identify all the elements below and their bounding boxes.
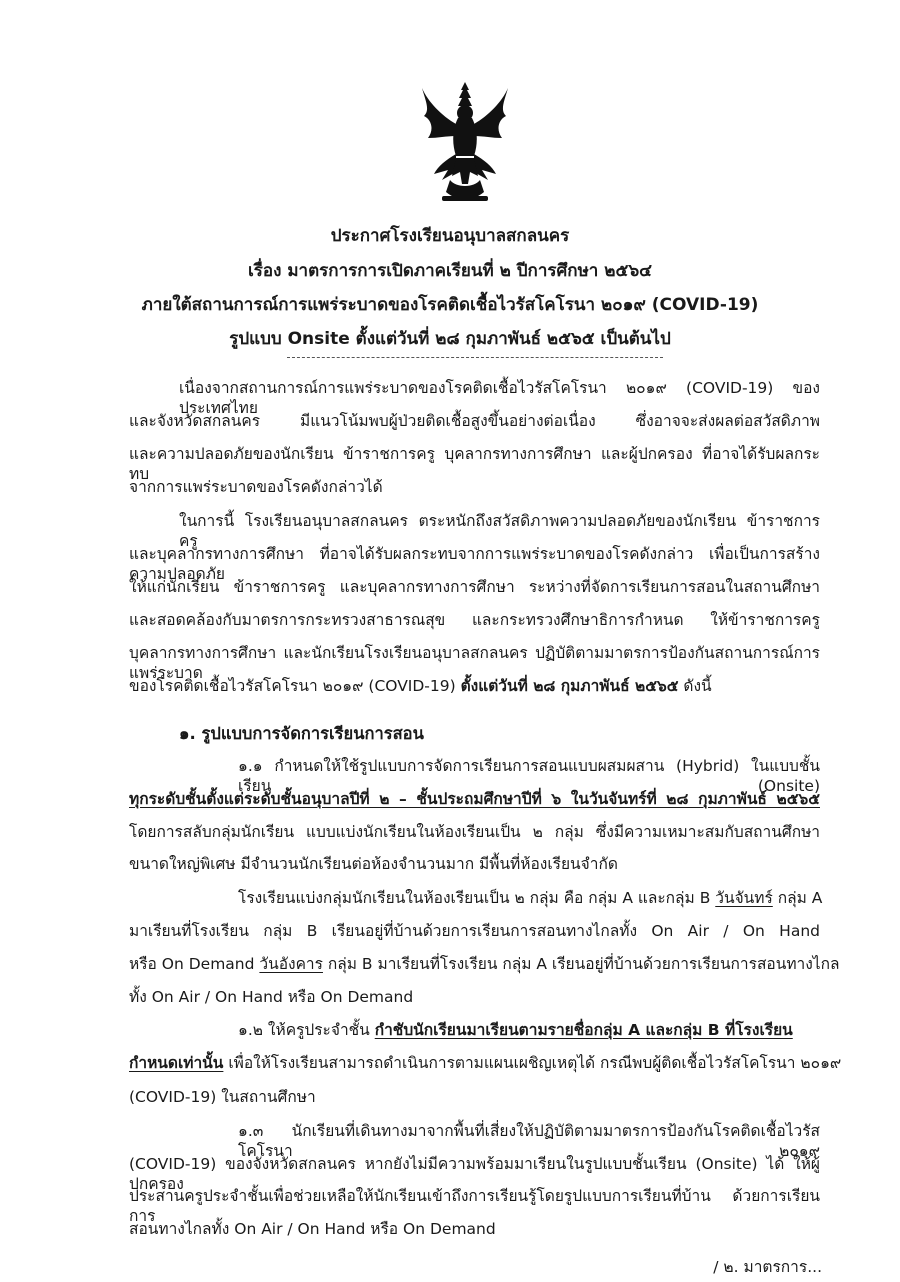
groups-line3-end: กลุ่ม B มาเรียนที่โรงเรียน กลุ่ม A เรียนอยู่ที่บ้านด้วยการเรียนการสอนทางไกล bbox=[322, 954, 840, 973]
para2-line6-text: ของโรคติดเชื้อไวรัสโคโรนา ๒๐๑๙ (COVID-19) bbox=[129, 676, 461, 695]
groups-line2: มาเรียนที่โรงเรียน กลุ่ม B เรียนอยู่ที่บ้านด้วยการเรียนการสอนทางไกลทั้ง On Air / On Hand bbox=[129, 922, 820, 940]
groups-line4: ทั้ง On Air / On Hand หรือ On Demand bbox=[129, 987, 414, 1006]
para2-line4: และสอดคล้องกับมาตรการกระทรวงสาธารณสุข และกระทรวงศึกษาธิการกำหนด ให้ข้าราชการครู bbox=[129, 611, 820, 630]
para1-line1: เนื่องจากสถานการณ์การแพร่ระบาดของโรคติดเชื้อไวรัสโคโรนา ๒๐๑๙ (COVID-19) ของประเทศไทย bbox=[179, 378, 820, 417]
para1-line4: จากการแพร่ระบาดของโรคดังกล่าวได้ bbox=[129, 478, 383, 497]
para2-line5: บุคลากรทางการศึกษา และนักเรียนโรงเรียนอนุบาลสกลนคร ปฏิบัติตามมาตรการป้องกันสถานการณ์การแพร่ระบาด bbox=[129, 644, 820, 683]
item13-line3: ประสานครูประจำชั้นเพื่อช่วยเหลือให้นักเรียนเข้าถึงการเรียนรู้โดยรูปแบบการเรียนที่บ้าน ด้วยการเรียนการ bbox=[129, 1187, 820, 1226]
item11-line2: ทุกระดับชั้นตั้งแต่ระดับชั้นอนุบาลปีที่ ๒ – ชั้นประถมศึกษาปีที่ ๖ ในวันจันทร์ที่ ๒๘ กุมภาพันธ์ ๒๕๖๕ bbox=[129, 789, 820, 808]
item12-line1-text: ๑.๒ ให้ครูประจำชั้น bbox=[238, 1021, 375, 1040]
item12-line1 bbox=[238, 1020, 793, 1040]
item11-line4: ขนาดใหญ่พิเศษ มีจำนวนนักเรียนต่อห้องจำนวนมาก มีพื้นที่ห้องเรียนจำกัด bbox=[129, 855, 618, 874]
item13-line2: (COVID-19) ของจังหวัดสกลนคร หากยังไม่มีความพร้อมมาเรียนในรูปแบบชั้นเรียน (Onsite) ได้ ให้ผู้ปกครอง bbox=[129, 1154, 820, 1193]
item12-line3: (COVID-19) ในสถานศึกษา bbox=[129, 1087, 316, 1106]
section1-title: ๑. รูปแบบการจัดการเรียนการสอน bbox=[179, 724, 424, 744]
monday-label: วันจันทร์ bbox=[715, 889, 773, 908]
garuda-emblem-icon bbox=[412, 80, 518, 206]
divider bbox=[287, 357, 663, 358]
item13-line4: สอนทางไกลทั้ง On Air / On Hand หรือ On Demand bbox=[129, 1220, 496, 1239]
item12-line2-text: เพื่อให้โรงเรียนสามารถดำเนินการตามแผนเผชิญเหตุได้ กรณีพบผู้ติดเชื้อไวรัสโคโรนา ๒๐๑๙ bbox=[223, 1054, 842, 1073]
item11-line3: โดยการสลับกลุ่มนักเรียน แบบแบ่งนักเรียนในห้องเรียนเป็น ๒ กลุ่ม ซึ่งมีความเหมาะสมกับสถานศึกษา bbox=[129, 822, 820, 841]
announcement-title: ประกาศโรงเรียนอนุบาลสกลนคร bbox=[330, 226, 570, 246]
groups-line1-text: โรงเรียนแบ่งกลุ่มนักเรียนในห้องเรียนเป็น ๒ กลุ่ม คือ กลุ่ม A และกลุ่ม B bbox=[238, 889, 716, 908]
effective-date: ตั้งแต่วันที่ ๒๘ กุมภาพันธ์ ๒๕๖๕ bbox=[460, 676, 679, 695]
para2-line1: ในการนี้ โรงเรียนอนุบาลสกลนคร ตระหนักถึงสวัสดิภาพความปลอดภัยของนักเรียน ข้าราชการครู bbox=[179, 511, 820, 550]
para1-line3: และความปลอดภัยของนักเรียน ข้าราชการครู บุคลากรทางการศึกษา และผู้ปกครอง ที่อาจได้รับผลกระทบ bbox=[129, 445, 820, 484]
subject-line: เรื่อง มาตรการการเปิดภาคเรียนที่ ๒ ปีการศึกษา ๒๕๖๔ bbox=[247, 261, 652, 281]
item11-line1: ๑.๑ กำหนดให้ใช้รูปแบบการจัดการเรียนการสอนแบบผสมผสาน (Hybrid) ในแบบชั้นเรียน (Onsite) bbox=[238, 757, 820, 795]
item12-emphasis-end: กำหนดเท่านั้น bbox=[129, 1054, 224, 1073]
para2-line6 bbox=[129, 676, 712, 696]
para2-line2: และบุคลากรทางการศึกษา ที่อาจได้รับผลกระทบจากการแพร่ระบาดของโรคดังกล่าว เพื่อเป็นการสร้างความปลอดภัย bbox=[129, 544, 820, 583]
item13-line1: ๑.๓ นักเรียนที่เดินทางมาจากพื้นที่เสี่ยงให้ปฏิบัติตามมาตรการป้องกันโรคติดเชื้อไวรัสโคโรนา ๒๐๑๙ bbox=[238, 1121, 820, 1160]
item12-line2 bbox=[129, 1053, 841, 1073]
date-line: รูปแบบ Onsite ตั้งแต่วันที่ ๒๘ กุมภาพันธ์ ๒๕๖๕ เป็นต้นไป bbox=[229, 329, 671, 349]
groups-line3 bbox=[129, 954, 840, 974]
groups-line1-end: กลุ่ม A bbox=[772, 889, 823, 908]
para2-line3: ให้แก่นักเรียน ข้าราชการครู และบุคลากรทางการศึกษา ระหว่างที่จัดการเรียนการสอนในสถานศึกษา bbox=[129, 577, 820, 596]
para2-line6-end: ดังนี้ bbox=[678, 676, 712, 695]
para1-line2: และจังหวัดสกลนคร มีแนวโน้มพบผู้ป่วยติดเชื้อสูงขึ้นอย่างต่อเนื่อง ซึ่งอาจจะส่งผลต่อสวัสดิภาพ bbox=[129, 412, 820, 431]
page-continuation: / ๒. มาตรการ... bbox=[713, 1258, 822, 1276]
groups-line3-text: หรือ On Demand bbox=[129, 954, 260, 973]
item12-emphasis: กำชับนักเรียนมาเรียนตามรายชื่อกลุ่ม A และกลุ่ม B ที่โรงเรียน bbox=[374, 1021, 793, 1040]
groups-line1 bbox=[238, 888, 822, 908]
context-line: ภายใต้สถานการณ์การแพร่ระบาดของโรคติดเชื้อไวรัสโคโรนา ๒๐๑๙ (COVID-19) bbox=[141, 295, 759, 315]
tuesday-label: วันอังคาร bbox=[259, 954, 323, 973]
